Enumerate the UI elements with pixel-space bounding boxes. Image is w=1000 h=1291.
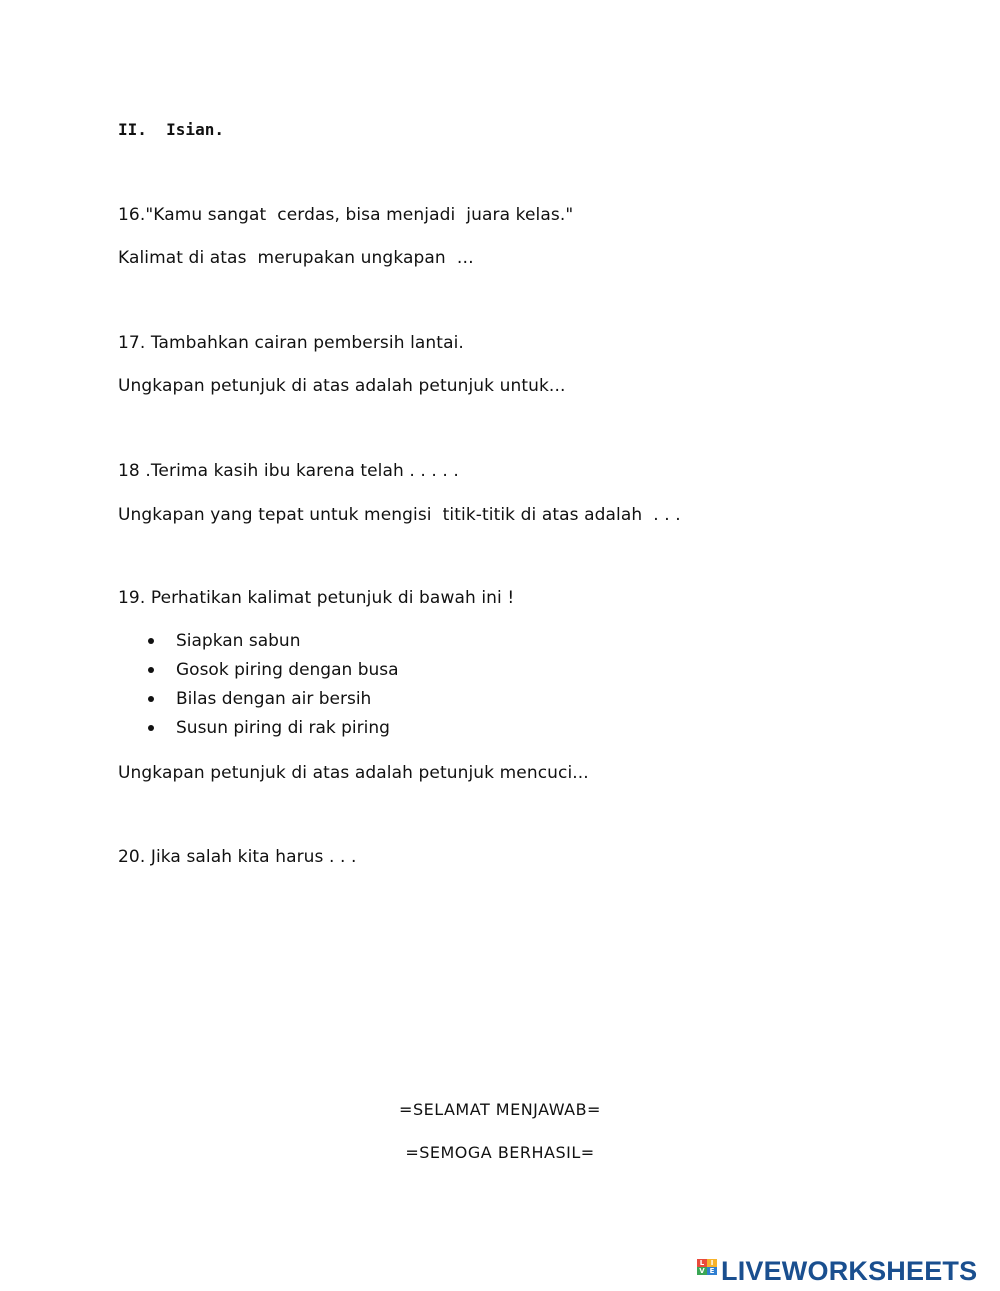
list-item bbox=[118, 688, 399, 717]
bullet-icon bbox=[148, 696, 154, 702]
liveworksheets-logo bbox=[697, 1256, 977, 1286]
liveworksheets-logo-text: LIVEWORKSHEETS bbox=[721, 1256, 978, 1286]
section-title: II. Isian. bbox=[118, 120, 224, 139]
question-16-prompt: Kalimat di atas merupakan ungkapan … bbox=[118, 248, 474, 268]
list-item bbox=[118, 659, 399, 688]
question-19-bullet-list bbox=[118, 630, 399, 746]
list-item bbox=[118, 630, 399, 659]
liveworksheets-logo-icon: L I V E bbox=[697, 1259, 717, 1283]
question-18-text: 18 .Terima kasih ibu karena telah . . . . . bbox=[118, 461, 459, 481]
list-item-label: Bilas dengan air bersih bbox=[176, 689, 372, 709]
question-17-text: 17. Tambahkan cairan pembersih lantai. bbox=[118, 333, 464, 353]
list-item-label: Gosok piring dengan busa bbox=[176, 660, 399, 680]
list-item-label: Susun piring di rak piring bbox=[176, 718, 390, 738]
bullet-icon bbox=[148, 725, 154, 731]
bullet-icon bbox=[148, 667, 154, 673]
question-19-text: 19. Perhatikan kalimat petunjuk di bawah ini ! bbox=[118, 588, 515, 608]
question-20-text: 20. Jika salah kita harus . . . bbox=[118, 847, 357, 867]
question-16-text: 16."Kamu sangat cerdas, bisa menjadi juara kelas." bbox=[118, 205, 574, 225]
bullet-icon bbox=[148, 638, 154, 644]
question-17-prompt: Ungkapan petunjuk di atas adalah petunjuk untuk... bbox=[118, 376, 566, 396]
question-18-prompt: Ungkapan yang tepat untuk mengisi titik-titik di atas adalah . . . bbox=[118, 505, 681, 525]
closing-greeting: =SELAMAT MENJAWAB= bbox=[399, 1100, 601, 1119]
list-item-label: Siapkan sabun bbox=[176, 631, 301, 651]
closing-wish: =SEMOGA BERHASIL= bbox=[405, 1143, 595, 1162]
list-item bbox=[118, 717, 399, 746]
question-19-prompt: Ungkapan petunjuk di atas adalah petunjuk mencuci... bbox=[118, 763, 589, 783]
